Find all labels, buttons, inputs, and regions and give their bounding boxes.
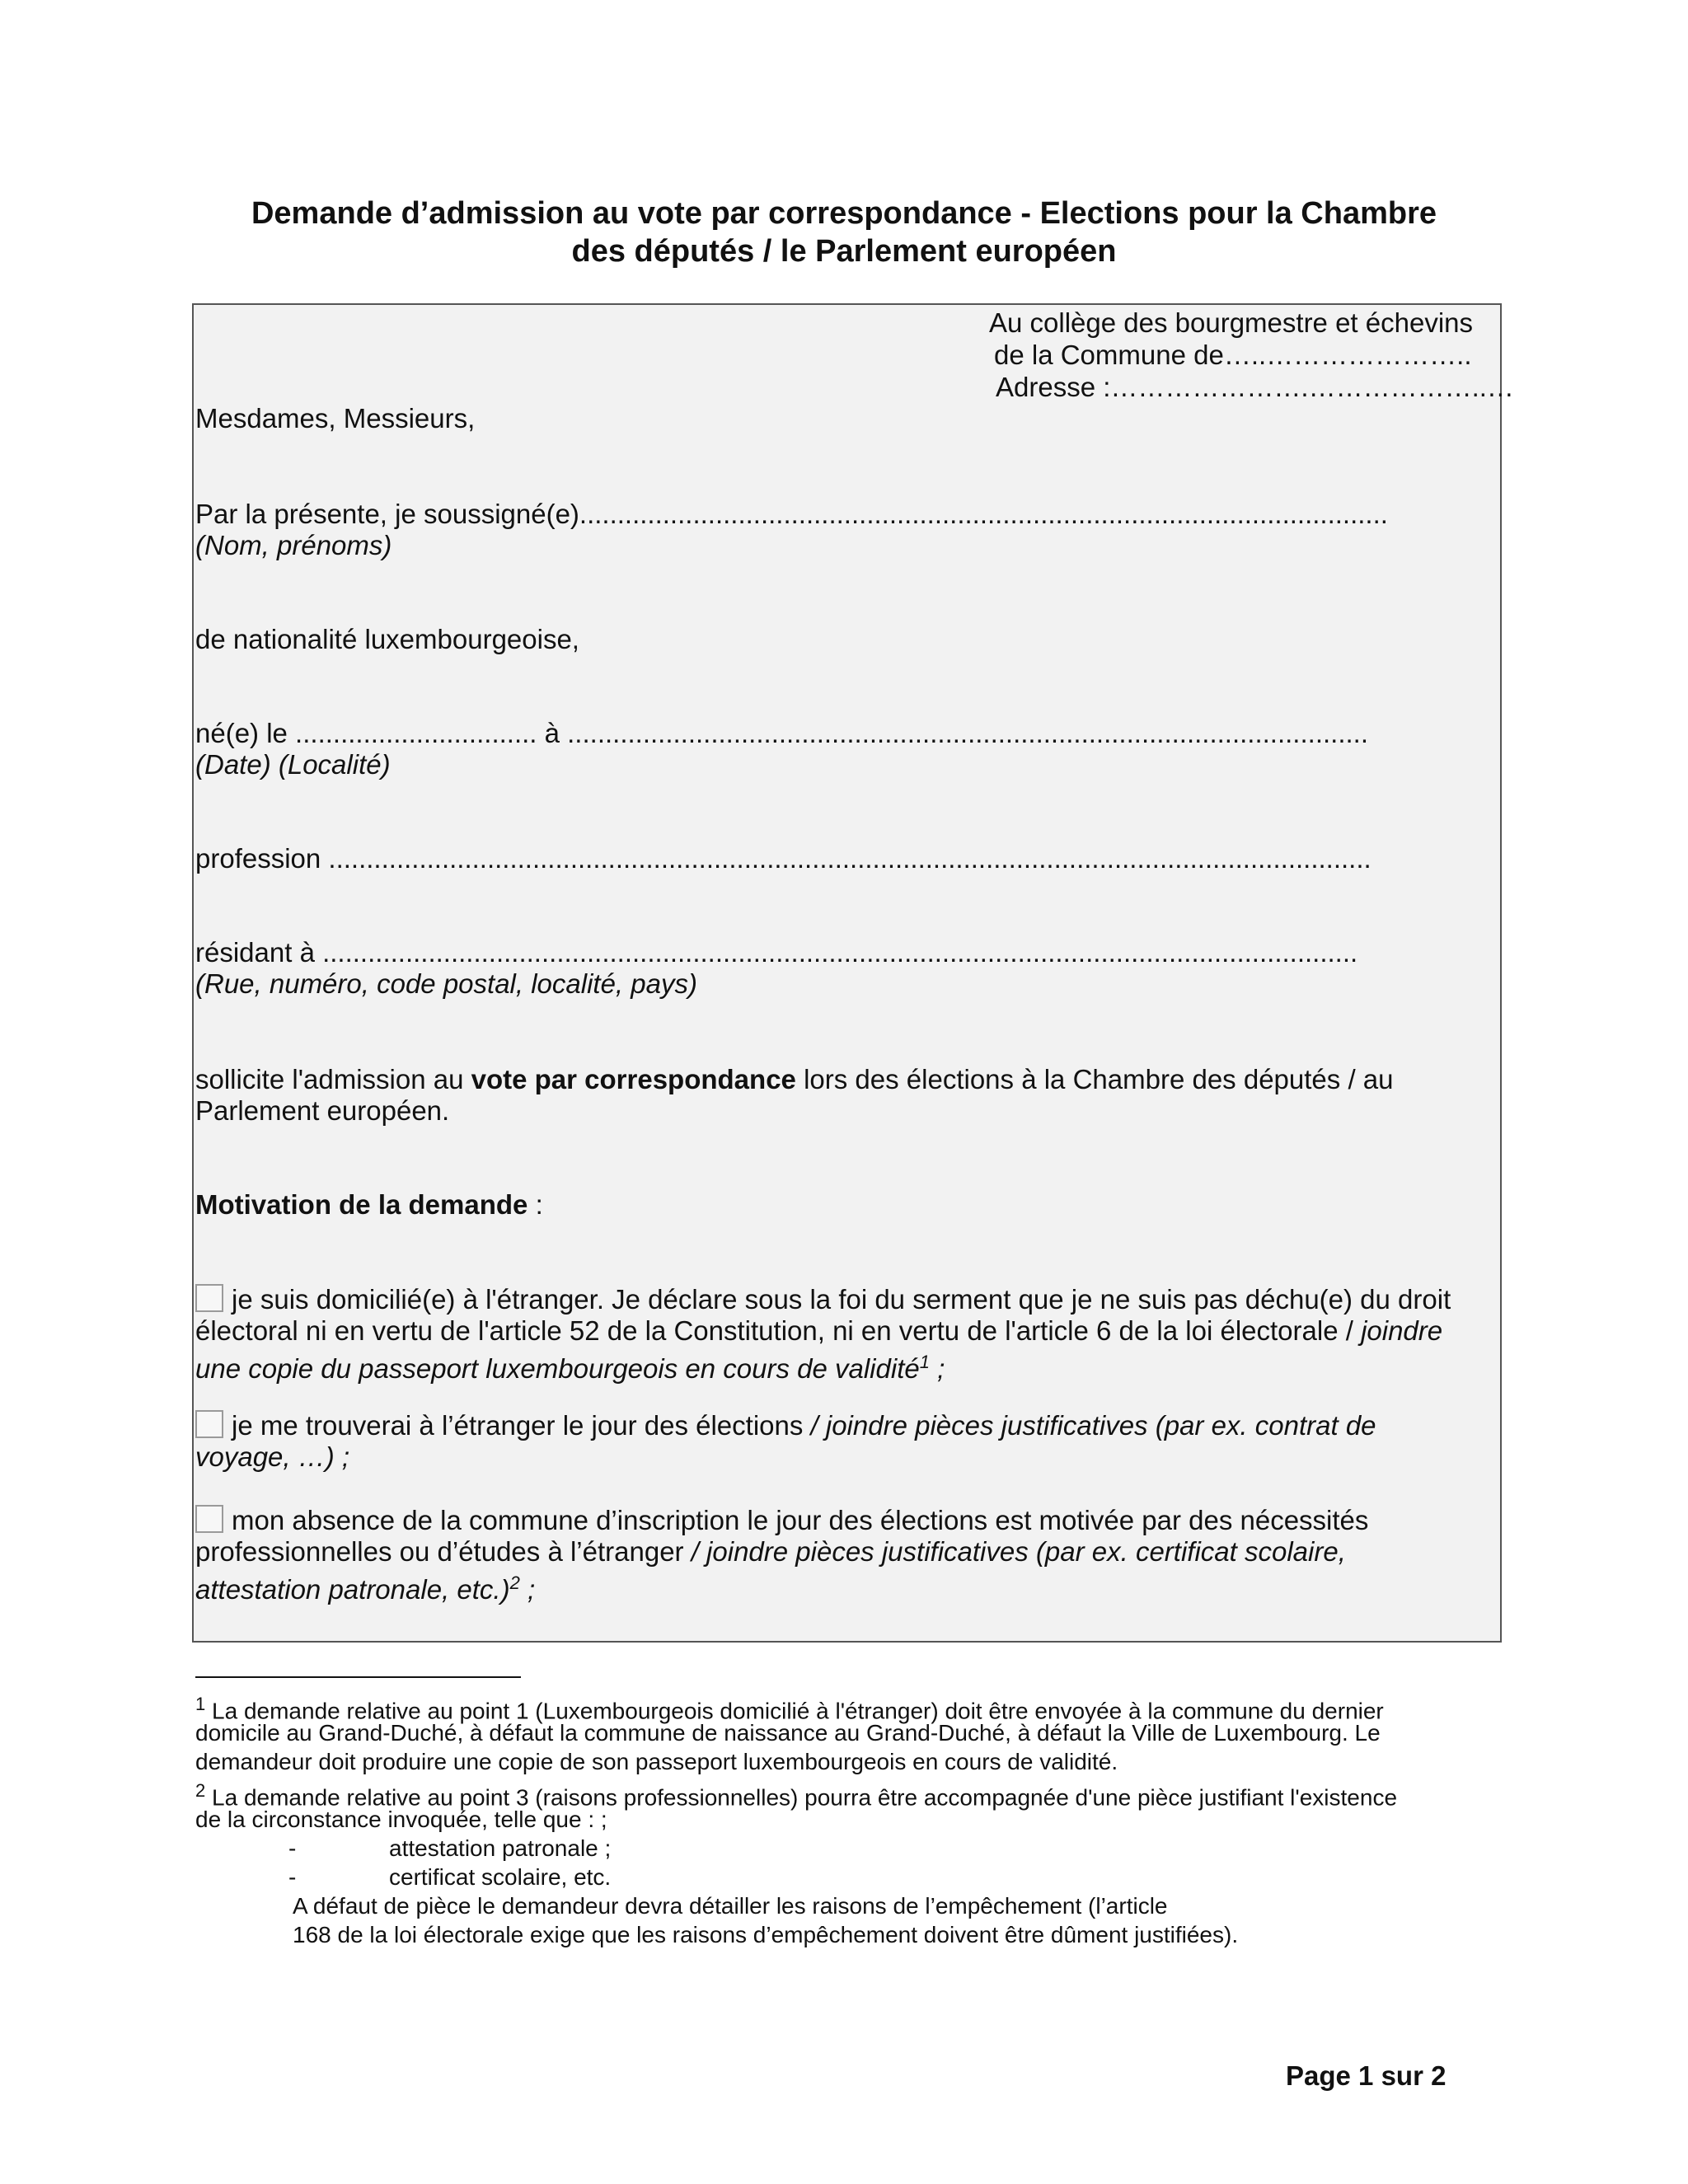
footnote-2-text: La demande relative au point 3 (raisons professionnelles) pourra être accompagnée d'une pièce justifiant l'existence [205, 1784, 1398, 1811]
request-bold: vote par correspondance [471, 1064, 796, 1094]
recipient-line-1: Au collège des bourgmestre et échevins [989, 307, 1474, 338]
title-line-2: des députés / le Parlement européen [571, 234, 1117, 269]
title-line-1: Demande d’admission au vote par correspondance - Elections pour la Chambre [251, 196, 1437, 231]
salutation: Mesdames, Messieurs, [195, 403, 476, 434]
request-prefix: sollicite l'admission au [195, 1064, 471, 1094]
option-3-line-3-text: attestation patronale, etc.) [195, 1574, 510, 1605]
bullet-2-mark: - [288, 1864, 297, 1890]
name-hint: (Nom, prénoms) [195, 530, 392, 560]
option-2-checkbox[interactable] [195, 1410, 223, 1438]
option-2-text: je me trouverai à l’étranger le jour des élections [232, 1410, 811, 1441]
document-title [165, 194, 1523, 270]
footnote-2-line-2: de la circonstance invoquée, telle que : ; [195, 1807, 607, 1832]
footnote-1-mark: 1 [195, 1694, 206, 1714]
option-3-checkbox[interactable] [195, 1505, 223, 1533]
residence-hint: (Rue, numéro, code postal, localité, pays) [195, 968, 697, 999]
option-1-line-1 [195, 1283, 1451, 1316]
option-1-text: je suis domicilié(e) à l'étranger. Je déclare sous la foi du serment que je ne suis pas déchu(e) du droit [232, 1284, 1451, 1315]
option-3-line-3 [195, 1567, 535, 1606]
option-1-line-3 [195, 1346, 945, 1385]
request-suffix: lors des élections à la Chambre des députés / au [795, 1064, 1394, 1094]
request-line-2: Parlement européen. [195, 1095, 450, 1126]
bullet-1-text: attestation patronale ; [389, 1835, 612, 1861]
footnote-1-text: La demande relative au point 1 (Luxembourgeois domicilié à l'étranger) doit être envoyée à la commune du dernier [205, 1698, 1384, 1724]
option-1-line-3-text: une copie du passeport luxembourgeois en cours de validité [195, 1353, 920, 1384]
profession-field[interactable]: profession .......................................................................................................................................... [195, 843, 1372, 874]
closing-line-2: 168 de la loi électorale exige que les raisons d’empêchement doivent être dûment justifiées). [293, 1922, 1239, 1947]
page-number: Page 1 sur 2 [1286, 2060, 1447, 2091]
option-3-line-1 [195, 1504, 1368, 1537]
option-1-line-2-normal: électoral ni en vertu de l'article 52 de la Constitution, ni en vertu de l'article 6 de la loi électorale / [195, 1315, 1362, 1346]
option-2-line-2: voyage, …) ; [195, 1441, 350, 1472]
name-field[interactable]: Par la présente, je soussigné(e)........................................................................................................... [195, 499, 1388, 529]
footnote-separator [195, 1676, 521, 1678]
recipient-commune-line[interactable]: de la Commune de…..………………….. [994, 340, 1472, 370]
residence-field[interactable]: résidant à ......................................................................................................................................... [195, 937, 1358, 968]
closing-line-1: A défaut de pièce le demandeur devra détailler les raisons de l’empêchement (l’article [293, 1893, 1168, 1919]
option-3-text: mon absence de la commune d’inscription le jour des élections est motivée par des nécessités [232, 1505, 1369, 1535]
nationality-text: de nationalité luxembourgeoise, [195, 624, 579, 654]
option-3-line-2-normal: professionnelles ou d’études à l’étranger [195, 1536, 692, 1567]
option-1-line-2 [195, 1315, 1442, 1347]
motivation-suffix: : [528, 1189, 543, 1220]
footnote-ref-1[interactable]: 1 [919, 1352, 930, 1372]
option-1-line-2-italic: joindre [1361, 1315, 1443, 1346]
request-line-1 [195, 1063, 1394, 1096]
option-1-line-3-end: ; [929, 1353, 945, 1384]
birth-field[interactable]: né(e) le ................................ à .......................................................................................................... [195, 718, 1368, 748]
option-3-line-2 [195, 1535, 1346, 1568]
option-1-checkbox[interactable] [195, 1284, 223, 1312]
bullet-2-text: certificat scolaire, etc. [389, 1864, 612, 1890]
footnote-1-line-2: domicile au Grand-Duché, à défaut la commune de naissance au Grand-Duché, à défaut la Ville de Luxembourg. Le [195, 1720, 1381, 1746]
footnote-2-mark: 2 [195, 1780, 206, 1801]
birth-hint: (Date) (Localité) [195, 749, 391, 780]
option-2-line-1 [195, 1409, 1376, 1442]
footnote-ref-2[interactable]: 2 [509, 1572, 520, 1593]
option-3-line-3-end: ; [519, 1574, 536, 1605]
motivation-label: Motivation de la demande [195, 1189, 528, 1220]
option-2-italic: / joindre pièces justificatives (par ex. contrat de [810, 1410, 1376, 1441]
recipient-address-line[interactable]: Adresse :………………….………………..… [996, 372, 1514, 402]
motivation-heading [195, 1188, 543, 1221]
bullet-1-mark: - [288, 1835, 297, 1861]
option-3-line-2-italic: / joindre pièces justificatives (par ex. certificat scolaire, [691, 1536, 1346, 1567]
footnote-1-line-3: demandeur doit produire une copie de son passeport luxembourgeois en cours de validité. [195, 1749, 1118, 1774]
